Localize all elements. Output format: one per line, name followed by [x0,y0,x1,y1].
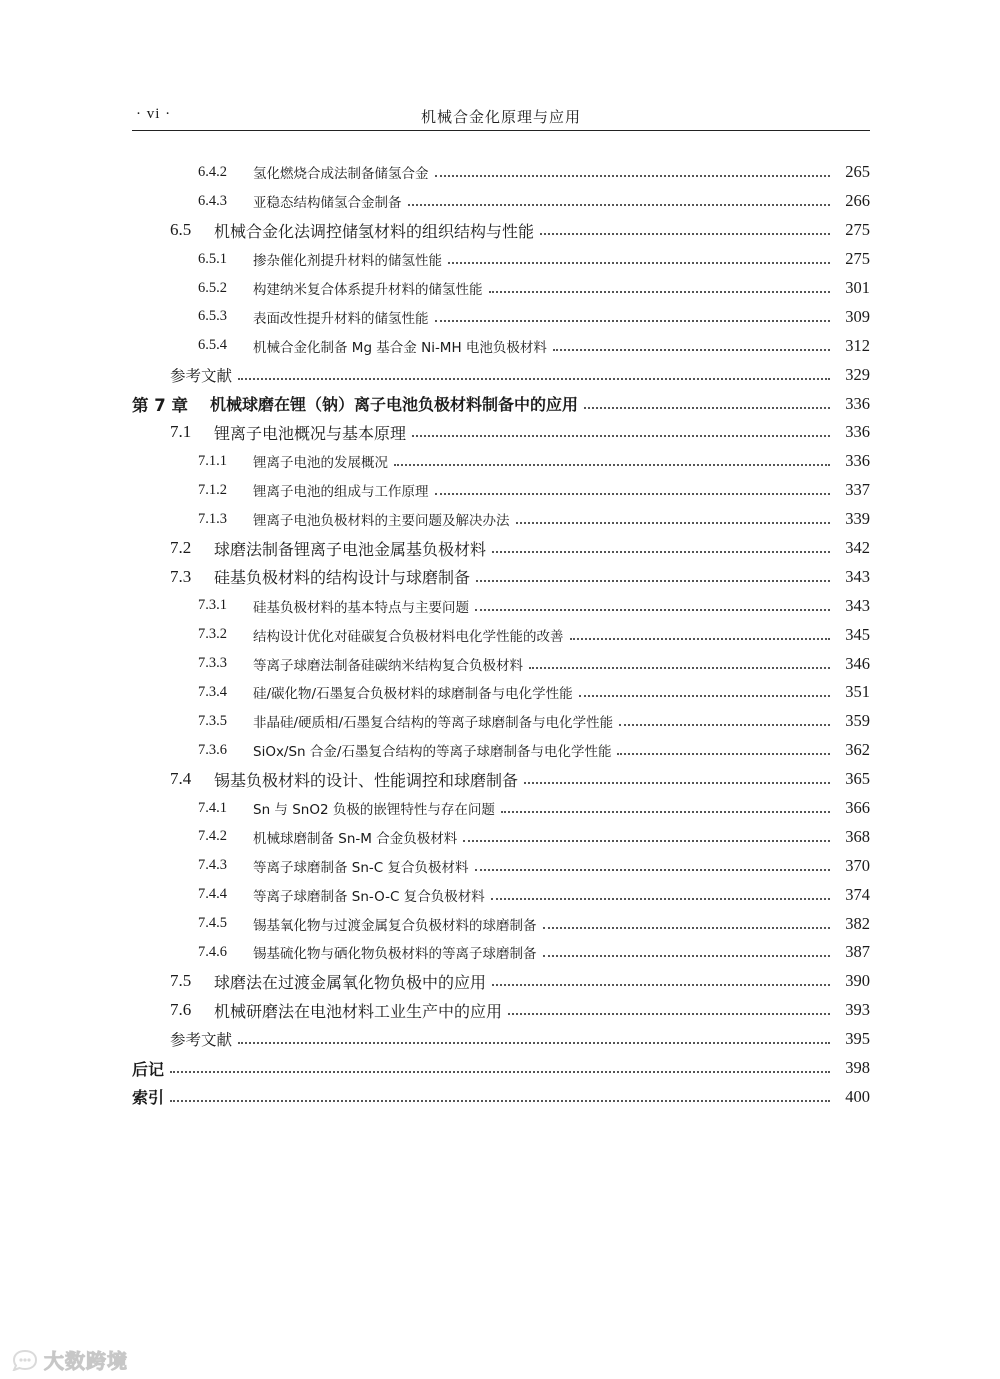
toc-entry [132,562,870,591]
toc-entry [132,274,870,303]
toc-entry-title: 亚稳态结构储氢合金制备 [253,195,402,212]
header-page-number: · vi · [136,106,172,122]
toc-entry-title: 等离子球磨制备 Sn-O-C 复合负极材料 [253,888,485,905]
toc-dot-leader [579,695,830,697]
toc-dot-leader [448,262,830,264]
toc-entry [132,822,870,851]
toc-entry-number: 7.3.2 [198,626,227,643]
toc-entry-title: 球磨法制备锂离子电池金属基负极材料 [214,539,487,559]
toc-entry-title: 等离子球磨制备 Sn-C 复合负极材料 [253,859,469,876]
toc-entry [132,505,870,534]
toc-entry-number: 7.4.5 [198,915,227,932]
toc-entry-page: 374 [845,884,870,904]
toc-entry [132,736,870,765]
toc-entry-title: 表面改性提升材料的储氢性能 [253,310,429,327]
toc-entry-title: 锡基负极材料的设计、性能调控和球磨制备 [214,770,519,790]
toc-entry [132,620,870,649]
toc-entry-title: 锂离子电池的组成与工作原理 [253,484,429,501]
toc-dot-leader [489,291,831,293]
toc-entry-number: 第 7 章 [132,395,188,415]
toc-entry-number: 6.5.2 [198,279,227,296]
toc-entry [132,996,870,1025]
toc-entry-title: 参考文献 [170,1031,233,1050]
toc-entry-title: SiOx/Sn 合金/石墨复合结构的等离子球磨制备与电化学性能 [253,744,612,761]
toc-entry-title: 索引 [132,1088,165,1108]
toc-entry [132,909,870,938]
toc-dot-leader [543,927,831,929]
running-header [132,104,870,131]
header-book-title: 机械合金化原理与应用 [420,108,581,126]
toc-dot-leader [491,898,830,900]
toc-entry [132,187,870,216]
toc-entry-page: 398 [845,1058,870,1078]
toc-dot-leader [476,580,830,582]
toc-entry-number: 7.1 [170,422,192,442]
toc-dot-leader [238,378,830,380]
toc-entry-page: 346 [845,653,870,673]
toc-dot-leader [617,753,830,755]
toc-entry [132,967,870,996]
watermark [10,1345,128,1374]
toc-entry-page: 393 [845,1000,870,1020]
toc-dot-leader [412,435,830,437]
toc-entry [132,851,870,880]
toc-entry-title: 氢化燃烧合成法制备储氢合金 [253,166,429,183]
toc-dot-leader [170,1100,830,1102]
toc-entry-number: 7.1.2 [198,481,227,498]
toc-entry-page: 400 [845,1086,870,1106]
toc-entry [132,216,870,245]
toc-entry-title: 锡基硫化物与硒化物负极材料的等离子球磨制备 [253,946,537,963]
toc-dot-leader [508,1013,830,1015]
toc-entry-page: 275 [845,249,870,269]
toc-entry-number: 7.4.2 [198,828,227,845]
toc-entry [132,765,870,794]
toc-entry [132,1025,870,1054]
toc-entry-page: 342 [845,538,870,558]
toc-entry-number: 6.5.3 [198,308,227,325]
toc-entry-page: 345 [845,624,870,644]
toc-entry-title: 锂离子电池概况与基本原理 [214,423,407,443]
toc-entry-number: 7.6 [170,1000,192,1020]
toc-entry-page: 382 [845,913,870,933]
toc-entry-page: 309 [845,306,870,326]
toc-entry-title: 参考文献 [170,366,233,385]
toc-entry [132,880,870,909]
toc-entry [132,678,870,707]
toc-entry-number: 6.5.1 [198,250,227,267]
toc-entry-title: 机械合金化制备 Mg 基合金 Ni-MH 电池负极材料 [253,339,547,356]
toc-entry-page: 343 [845,566,870,586]
toc-entry-number: 7.1.1 [198,452,227,469]
toc-entry-page: 275 [845,220,870,240]
toc-entry-number: 7.2 [170,538,192,558]
toc-entry-number: 7.3 [170,566,192,586]
toc-entry [132,534,870,563]
toc-dot-leader [435,493,831,495]
toc-dot-leader [435,320,831,322]
toc-dot-leader [492,551,830,553]
toc-entry-page: 337 [845,480,870,500]
toc-dot-leader [435,175,831,177]
toc-entry-title: 硅基负极材料的结构设计与球磨制备 [214,568,471,588]
toc-entry [132,707,870,736]
toc-dot-leader [516,522,831,524]
toc-entry-title: 掺杂催化剂提升材料的储氢性能 [253,253,442,270]
toc-entry [132,389,870,418]
toc-entry-title: 构建纳米复合体系提升材料的储氢性能 [253,282,483,298]
toc-entry-title: 机械研磨法在电池材料工业生产中的应用 [214,1001,503,1021]
toc-entry-number: 7.3.3 [198,655,227,672]
toc-entry [132,360,870,389]
toc-dot-leader [529,667,830,669]
toc-entry-title: 锂离子电池负极材料的主要问题及解决办法 [253,513,510,530]
toc-entry-title: 硅/碳化物/石墨复合负极材料的球磨制备与电化学性能 [253,686,573,703]
toc-entry-title: 非晶硅/硬质相/石墨复合结构的等离子球磨制备与电化学性能 [253,715,614,732]
toc-entry-page: 339 [845,509,870,529]
toc-entry-number: 7.1.3 [198,510,227,527]
toc-entry-page: 336 [845,422,870,442]
toc-entry-page: 359 [845,711,870,731]
toc-entry [132,447,870,476]
toc-entry-page: 301 [845,278,870,297]
toc-entry-number: 7.3.6 [198,741,227,758]
toc-dot-leader [501,811,830,813]
toc-dot-leader [238,1042,830,1044]
toc-entry-number: 7.3.1 [198,597,227,614]
toc-dot-leader [524,782,830,784]
toc-dot-leader [492,984,830,986]
toc-entry-page: 336 [845,451,870,471]
toc-entry-page: 368 [845,826,870,846]
toc-entry-page: 265 [845,162,870,182]
toc-dot-leader [475,609,830,611]
toc-entry-page: 390 [845,971,870,991]
toc-entry [132,1083,870,1112]
toc-entry-page: 312 [845,335,870,355]
toc-entry [132,302,870,331]
toc-entry-title: 结构设计优化对硅碳复合负极材料电化学性能的改善 [253,628,564,645]
toc-entry [132,476,870,505]
toc-entry-page: 370 [845,855,870,875]
toc-entry-number: 7.3.5 [198,712,227,729]
toc-entry-page: 366 [845,798,870,818]
toc-entry-title: 锡基氧化物与过渡金属复合负极材料的球磨制备 [253,917,537,934]
toc-dot-leader [619,724,830,726]
toc-entry-number: 7.5 [170,971,192,991]
toc-entry-page: 329 [845,364,870,384]
table-of-contents [132,158,870,1111]
toc-entry [132,245,870,274]
toc-entry-page: 362 [845,740,870,760]
toc-entry-number: 6.5 [170,220,192,240]
toc-entry-number: 7.4.4 [198,886,227,903]
toc-entry-number: 7.4.3 [198,857,227,874]
toc-entry-number: 7.3.4 [198,683,227,700]
toc-entry [132,938,870,967]
toc-dot-leader [475,869,830,871]
toc-entry-title: 后记 [132,1059,165,1079]
toc-entry-title: 机械球磨在锂（钠）离子电池负极材料制备中的应用 [210,395,579,415]
toc-entry-page: 266 [845,191,870,211]
toc-entry [132,418,870,447]
watermark-text: 大数跨境 [44,1349,128,1373]
toc-entry-title: Sn 与 SnO2 负极的嵌锂特性与存在问题 [253,802,495,819]
speech-bubble-logo-icon [10,1349,40,1371]
toc-dot-leader [170,1071,830,1073]
toc-entry [132,794,870,823]
toc-entry-page: 365 [845,769,870,789]
toc-entry-number: 6.4.2 [198,163,227,180]
toc-entry [132,1054,870,1083]
toc-entry-number: 7.4.1 [198,799,227,816]
toc-entry-title: 机械合金化法调控储氢材料的组织结构与性能 [214,221,535,241]
toc-entry [132,649,870,678]
toc-dot-leader [570,638,831,640]
toc-dot-leader [540,233,830,235]
toc-entry-title: 机械球磨制备 Sn-M 合金负极材料 [253,830,458,847]
toc-dot-leader [408,204,831,206]
toc-entry-number: 7.4 [170,769,192,789]
toc-entry-title: 等离子球磨法制备硅碳纳米结构复合负极材料 [253,657,523,674]
toc-entry-number: 6.5.4 [198,337,227,354]
toc-entry-number: 7.4.6 [198,943,227,960]
toc-entry-number: 6.4.3 [198,192,227,209]
toc-entry-title: 球磨法在过渡金属氧化物负极中的应用 [214,972,487,992]
toc-dot-leader [553,349,830,351]
toc-entry-page: 351 [845,682,870,702]
toc-dot-leader [394,464,830,466]
toc-entry-page: 395 [845,1029,870,1049]
toc-entry-page: 387 [845,942,870,962]
toc-entry [132,331,870,360]
toc-entry [132,591,870,620]
toc-entry-page: 336 [845,393,870,413]
toc-dot-leader [543,955,831,957]
toc-entry-title: 锂离子电池的发展概况 [253,455,388,472]
toc-dot-leader [463,840,830,842]
toc-entry [132,158,870,187]
toc-entry-page: 343 [845,595,870,615]
toc-dot-leader [584,407,830,409]
toc-entry-title: 硅基负极材料的基本特点与主要问题 [253,599,469,616]
